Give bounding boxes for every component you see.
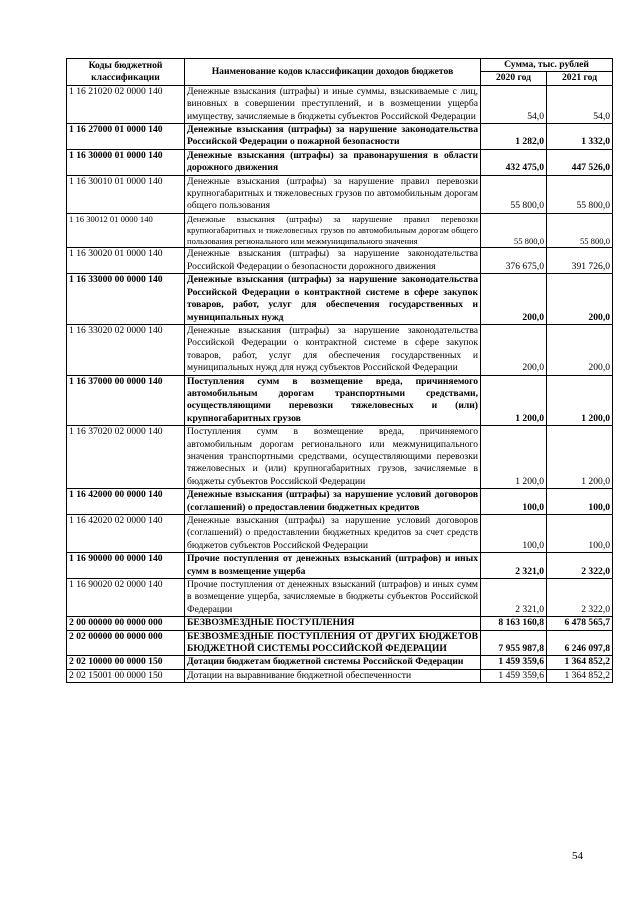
- name-cell: Поступления сумм в возмещение вреда, причиняемого автомобильным дорогам транспортными средствами, осуществляющими перевозки тяжеловесных и (или) крупногабаритных грузов: [185, 375, 481, 426]
- value-2020-cell: 432 475,0: [481, 149, 547, 175]
- table-row: [67, 426, 613, 489]
- table-row: [67, 175, 613, 213]
- table-row: [67, 489, 613, 515]
- header-codes: Коды бюджетной классификации: [67, 59, 185, 86]
- table-row: [67, 149, 613, 175]
- value-2020-cell: 200,0: [481, 274, 547, 325]
- table-body: [67, 85, 613, 682]
- value-2021-cell: 200,0: [547, 324, 613, 375]
- name-cell: Прочие поступления от денежных взысканий (штрафов) и иных сумм в возмещение ущерба: [185, 553, 481, 579]
- value-2020-cell: 55 800,0: [481, 213, 547, 248]
- name-cell: Дотации бюджетам бюджетной системы Российской Федерации: [185, 656, 481, 669]
- name-cell: Денежные взыскания (штрафы) и иные суммы, взыскиваемые с лиц, виновных в совершении преступлений, и в возмещении ущерба имуществу, зачисляемые в бюджеты субъектов Российской Федерации: [185, 85, 481, 123]
- name-cell: БЕЗВОЗМЕЗДНЫЕ ПОСТУПЛЕНИЯ ОТ ДРУГИХ БЮДЖЕТОВ БЮДЖЕТНОЙ СИСТЕМЫ РОССИЙСКОЙ ФЕДЕРАЦИИ: [185, 630, 481, 656]
- value-2020-cell: 376 675,0: [481, 248, 547, 274]
- code-cell: 1 16 30012 01 0000 140: [67, 213, 185, 248]
- value-2021-cell: 100,0: [547, 515, 613, 553]
- value-2021-cell: 55 800,0: [547, 175, 613, 213]
- table-row: [67, 324, 613, 375]
- value-2021-cell: 1 332,0: [547, 124, 613, 150]
- code-cell: 2 02 10000 00 0000 150: [67, 656, 185, 669]
- revenue-table-sheet: [66, 58, 612, 683]
- page-number: 54: [572, 850, 583, 862]
- code-cell: 1 16 30010 01 0000 140: [67, 175, 185, 213]
- code-cell: 2 00 00000 00 0000 000: [67, 617, 185, 630]
- value-2021-cell: 6 478 565,7: [547, 617, 613, 630]
- value-2020-cell: 200,0: [481, 324, 547, 375]
- code-cell: 1 16 30000 01 0000 140: [67, 149, 185, 175]
- table-row: [67, 617, 613, 630]
- table-row: [67, 656, 613, 669]
- name-cell: Денежные взыскания (штрафы) за нарушение законодательства Российской Федерации о безопасности дорожного движения: [185, 248, 481, 274]
- header-name: Наименование кодов классификации доходов бюджетов: [185, 59, 481, 86]
- code-cell: 2 02 15001 00 0000 150: [67, 669, 185, 682]
- value-2021-cell: 447 526,0: [547, 149, 613, 175]
- value-2020-cell: 55 800,0: [481, 175, 547, 213]
- value-2020-cell: 7 955 987,8: [481, 630, 547, 656]
- value-2020-cell: 1 459 359,6: [481, 669, 547, 682]
- value-2021-cell: 100,0: [547, 489, 613, 515]
- code-cell: 1 16 90020 02 0000 140: [67, 579, 185, 617]
- code-cell: 1 16 90000 00 0000 140: [67, 553, 185, 579]
- code-cell: 1 16 33000 00 0000 140: [67, 274, 185, 325]
- value-2021-cell: 54,0: [547, 85, 613, 123]
- name-cell: Денежные взыскания (штрафы) за правонарушения в области дорожного движения: [185, 149, 481, 175]
- table-row: [67, 579, 613, 617]
- value-2021-cell: 6 246 097,8: [547, 630, 613, 656]
- value-2021-cell: 1 200,0: [547, 375, 613, 426]
- table-row: [67, 213, 613, 248]
- code-cell: 1 16 21020 02 0000 140: [67, 85, 185, 123]
- header-sum: Сумма, тыс. рублей: [481, 59, 613, 72]
- value-2021-cell: 1 364 852,2: [547, 669, 613, 682]
- code-cell: 1 16 27000 01 0000 140: [67, 124, 185, 150]
- name-cell: Денежные взыскания (штрафы) за нарушение законодательства Российской Федерации о пожарной безопасности: [185, 124, 481, 150]
- header-row: [67, 59, 613, 72]
- code-cell: 1 16 42000 00 0000 140: [67, 489, 185, 515]
- revenue-table: [66, 58, 613, 683]
- name-cell: Денежные взыскания (штрафы) за нарушение законодательства Российской Федерации о контрактной системе в сфере закупок товаров, работ, услуг для обеспечения государственных и муниципальных нужд для нужд субъектов Российской Федерации: [185, 324, 481, 375]
- name-cell: Дотации на выравнивание бюджетной обеспеченности: [185, 669, 481, 682]
- name-cell: БЕЗВОЗМЕЗДНЫЕ ПОСТУПЛЕНИЯ: [185, 617, 481, 630]
- name-cell: Денежные взыскания (штрафы) за нарушение условий договоров (соглашений) о предоставлении бюджетных кредитов: [185, 489, 481, 515]
- value-2020-cell: 1 282,0: [481, 124, 547, 150]
- value-2021-cell: 200,0: [547, 274, 613, 325]
- code-cell: 1 16 42020 02 0000 140: [67, 515, 185, 553]
- table-row: [67, 274, 613, 325]
- value-2021-cell: 391 726,0: [547, 248, 613, 274]
- value-2020-cell: 100,0: [481, 489, 547, 515]
- name-cell: Денежные взыскания (штрафы) за нарушение законодательства Российской Федерации о контрактной системе в сфере закупок товаров, работ, услуг для обеспечения государственных и муниципальных нужд: [185, 274, 481, 325]
- code-cell: 1 16 30020 01 0000 140: [67, 248, 185, 274]
- value-2021-cell: 2 322,0: [547, 579, 613, 617]
- code-cell: 1 16 37000 00 0000 140: [67, 375, 185, 426]
- name-cell: Денежные взыскания (штрафы) за нарушение правил перевозки крупногабаритных и тяжеловесных грузов по автомобильным дорогам общего пользования: [185, 175, 481, 213]
- code-cell: 1 16 33020 02 0000 140: [67, 324, 185, 375]
- header-year-2021: 2021 год: [547, 72, 613, 85]
- value-2020-cell: 2 321,0: [481, 553, 547, 579]
- name-cell: Денежные взыскания (штрафы) за нарушение условий договоров (соглашений) о предоставлении бюджетных кредитов за счет средств бюджетов субъектов Российской Федерации: [185, 515, 481, 553]
- table-row: [67, 124, 613, 150]
- value-2020-cell: 8 163 160,8: [481, 617, 547, 630]
- table-row: [67, 375, 613, 426]
- value-2020-cell: 100,0: [481, 515, 547, 553]
- table-row: [67, 630, 613, 656]
- name-cell: Денежные взыскания (штрафы) за нарушение правил перевозки крупногабаритных и тяжеловесных грузов по автомобильным дорогам общего пользования регионального или межмуниципального значения: [185, 213, 481, 248]
- value-2020-cell: 1 200,0: [481, 426, 547, 489]
- value-2020-cell: 54,0: [481, 85, 547, 123]
- code-cell: 1 16 37020 02 0000 140: [67, 426, 185, 489]
- table-row: [67, 669, 613, 682]
- value-2020-cell: 1 459 359,6: [481, 656, 547, 669]
- value-2021-cell: 55 800,0: [547, 213, 613, 248]
- name-cell: Поступления сумм в возмещение вреда, причиняемого автомобильным дорогам регионального или межмуниципального значения транспортными средствами, осуществляющими перевозки тяжеловесных и (или) крупногабаритных грузов, зачисляемые в бюджеты субъектов Российской Федерации: [185, 426, 481, 489]
- name-cell: Прочие поступления от денежных взысканий (штрафов) и иных сумм в возмещение ущерба, зачисляемые в бюджеты субъектов Российской Федерации: [185, 579, 481, 617]
- header-year-2020: 2020 год: [481, 72, 547, 85]
- value-2020-cell: 1 200,0: [481, 375, 547, 426]
- table-row: [67, 248, 613, 274]
- table-row: [67, 85, 613, 123]
- value-2021-cell: 1 364 852,2: [547, 656, 613, 669]
- table-row: [67, 515, 613, 553]
- value-2021-cell: 2 322,0: [547, 553, 613, 579]
- code-cell: 2 02 00000 00 0000 000: [67, 630, 185, 656]
- value-2020-cell: 2 321,0: [481, 579, 547, 617]
- table-row: [67, 553, 613, 579]
- value-2021-cell: 1 200,0: [547, 426, 613, 489]
